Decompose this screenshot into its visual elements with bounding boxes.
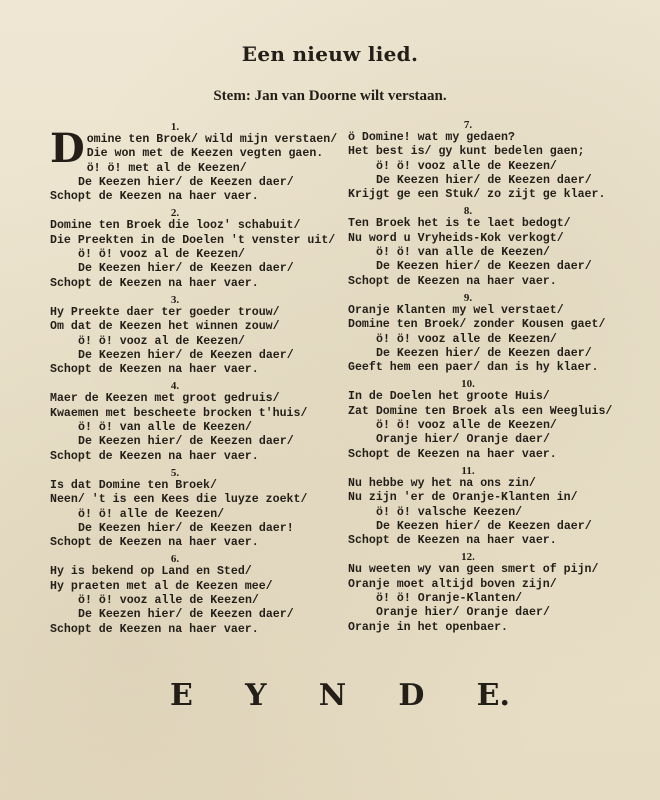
- verse-line: Kwaemen met bescheete brocken t'huis/: [50, 406, 308, 420]
- verse-line: ö! ö! vooz alle de Keezen/: [78, 594, 259, 608]
- verse-line: De Keezen hier/ de Keezen daer/: [376, 346, 592, 360]
- verse-line: Domine ten Broek/ zonder Kousen gaet/: [348, 318, 606, 332]
- stanza-number: 11.: [461, 464, 475, 477]
- verse-line: De Keezen hier/ de Keezen daer/: [376, 173, 592, 187]
- stanza: [50, 554, 350, 636]
- stanza: [50, 295, 350, 377]
- verse-line: De Keezen hier/ de Keezen daer/: [376, 519, 592, 533]
- stanza: [348, 206, 638, 288]
- left-column: [50, 122, 350, 641]
- verse-line: De Keezen hier/ de Keezen daer/: [78, 435, 294, 449]
- verse-line: In de Doelen het groote Huis/: [348, 390, 550, 404]
- verse-line: ö! ö! vooz al de Keezen/: [78, 248, 245, 262]
- verse-line: Oranje moet altijd boven zijn/: [348, 577, 557, 591]
- stanza-number: 10.: [461, 378, 475, 391]
- verse-line: ö! ö! vooz alle de Keezen/: [376, 159, 557, 173]
- verse-line: Het best is/ gy kunt bedelen gaen;: [348, 145, 585, 159]
- stanza-number: 5.: [170, 466, 180, 479]
- stanza: [348, 552, 638, 634]
- verse-line: Schopt de Keezen na haer vaer.: [50, 190, 259, 204]
- verse-line: ö Domine! wat my gedaen?: [348, 131, 515, 144]
- stanza: [348, 466, 638, 548]
- verse-line: De Keezen hier/ de Keezen daer/: [376, 260, 592, 274]
- verse-line: Neen/ 't is een Kees die luyze zoekt/: [50, 493, 308, 507]
- stanza-number: 3.: [170, 293, 180, 306]
- verse-line: Oranje hier/ Oranje daer/: [376, 433, 550, 447]
- verse-line: ö! ö! vooz al de Keezen/: [78, 334, 245, 348]
- verse-line: ö! ö! Oranje-Klanten/: [376, 592, 523, 606]
- stanza: [50, 381, 350, 463]
- verse-line: De Keezen hier/ de Keezen daer/: [78, 262, 294, 276]
- verse-line: Hy praeten met al de Keezen mee/: [50, 579, 273, 593]
- tune-line: Stem: Jan van Doorne wilt verstaan.: [213, 88, 447, 104]
- stanza-number: 7.: [463, 119, 473, 131]
- verse-line: Schopt de Keezen na haer vaer.: [50, 536, 259, 550]
- verse-line: Die won met de Keezen vegten gaen.: [86, 147, 324, 161]
- stanza: [50, 122, 350, 204]
- stanza: [50, 468, 350, 550]
- verse-line: ö! ö! valsche Keezen/: [376, 505, 523, 519]
- verse-line: Krijgt ge een Stuk/ zo zijt ge klaer.: [348, 188, 606, 202]
- verse-line: Is dat Domine ten Broek/: [50, 478, 217, 492]
- verse-line: ö! ö! vooz alle de Keezen/: [376, 332, 557, 346]
- verse-line: Nu word u Vryheids-Kok verkogt/: [348, 231, 564, 245]
- verse-line: ö! ö! alle de Keezen/: [78, 507, 225, 521]
- verse-line: Zat Domine ten Broek als een Weegluis/: [348, 404, 613, 418]
- verse-line: ö! ö! van alle de Keezen/: [78, 421, 252, 435]
- stanza: [348, 379, 638, 461]
- verse-line: ö! ö! met al de Keezen/: [86, 161, 247, 175]
- verse-line: De Keezen hier/ de Keezen daer!: [78, 521, 294, 535]
- drop-cap: D: [50, 125, 85, 172]
- verse-line: Schopt de Keezen na haer vaer.: [50, 276, 259, 290]
- verse-line: Schopt de Keezen na haer vaer.: [348, 534, 557, 548]
- stanza-number: 8.: [463, 205, 473, 218]
- einde-footer: [170, 678, 510, 713]
- verse-line: De Keezen hier/ de Keezen daer/: [78, 608, 294, 622]
- verse-line: Domine ten Broek die looz' schabuit/: [50, 219, 301, 233]
- verse-line: ö! ö! vooz alle de Keezen/: [376, 419, 557, 433]
- verse-line: Hy Preekte daer ter goeder trouw/: [50, 305, 280, 319]
- verse-line: Nu hebbe wy het na ons zin/: [348, 476, 536, 490]
- verse-line: Ten Broek het is te laet bedogt/: [348, 217, 571, 231]
- einde-letter: Y: [245, 678, 267, 713]
- verse-line: Schopt de Keezen na haer vaer.: [50, 622, 259, 636]
- verse-line: Nu weeten wy van geen smert of pijn/: [348, 563, 599, 577]
- verse-line: Nu zijn 'er de Oranje-Klanten in/: [348, 491, 578, 505]
- verse-line: Schopt de Keezen na haer vaer.: [348, 274, 557, 288]
- stanza: [348, 120, 638, 202]
- verse-line: De Keezen hier/ de Keezen daer/: [78, 348, 294, 362]
- verse-line: Geeft hem een paer/ dan is hy klaer.: [348, 361, 599, 375]
- einde-letter: E.: [476, 678, 510, 713]
- verse-line: Hy is bekend op Land en Sted/: [50, 565, 252, 579]
- verse-line: Oranje hier/ Oranje daer/: [376, 606, 550, 620]
- stanza: [50, 208, 350, 290]
- verse-line: Schopt de Keezen na haer vaer.: [348, 447, 557, 461]
- right-column: [348, 120, 638, 639]
- stanza-number: 1.: [170, 121, 180, 133]
- verse-line: ö! ö! van alle de Keezen/: [376, 246, 550, 260]
- verse-line: De Keezen hier/ de Keezen daer/: [78, 175, 294, 189]
- stanza-number: 4.: [170, 380, 180, 393]
- song-title: Een nieuw lied.: [241, 42, 419, 66]
- einde-letter: N: [318, 678, 347, 713]
- verse-line: Die Preekten in de Doelen 't venster uit/: [50, 233, 336, 247]
- einde-letter: D: [398, 678, 425, 713]
- stanza: [348, 293, 638, 375]
- einde-letter: E: [170, 678, 193, 713]
- verse-line: Oranje in het openbaer.: [348, 620, 509, 634]
- stanza-number: 9.: [463, 291, 473, 304]
- verse-line: Schopt de Keezen na haer vaer.: [50, 363, 259, 377]
- verse-line: Maer de Keezen met groot gedruis/: [50, 392, 280, 406]
- verse-line: Schopt de Keezen na haer vaer.: [50, 449, 259, 463]
- stanza-number: 2.: [170, 207, 180, 220]
- stanza-number: 6.: [170, 553, 180, 566]
- verse-line: Om dat de Keezen het winnen zouw/: [50, 320, 280, 334]
- verse-line: Oranje Klanten my wel verstaet/: [348, 303, 564, 317]
- verse-line-text: omine ten Broek/ wild mijn verstaen/: [86, 133, 338, 146]
- stanza-number: 12.: [461, 551, 475, 564]
